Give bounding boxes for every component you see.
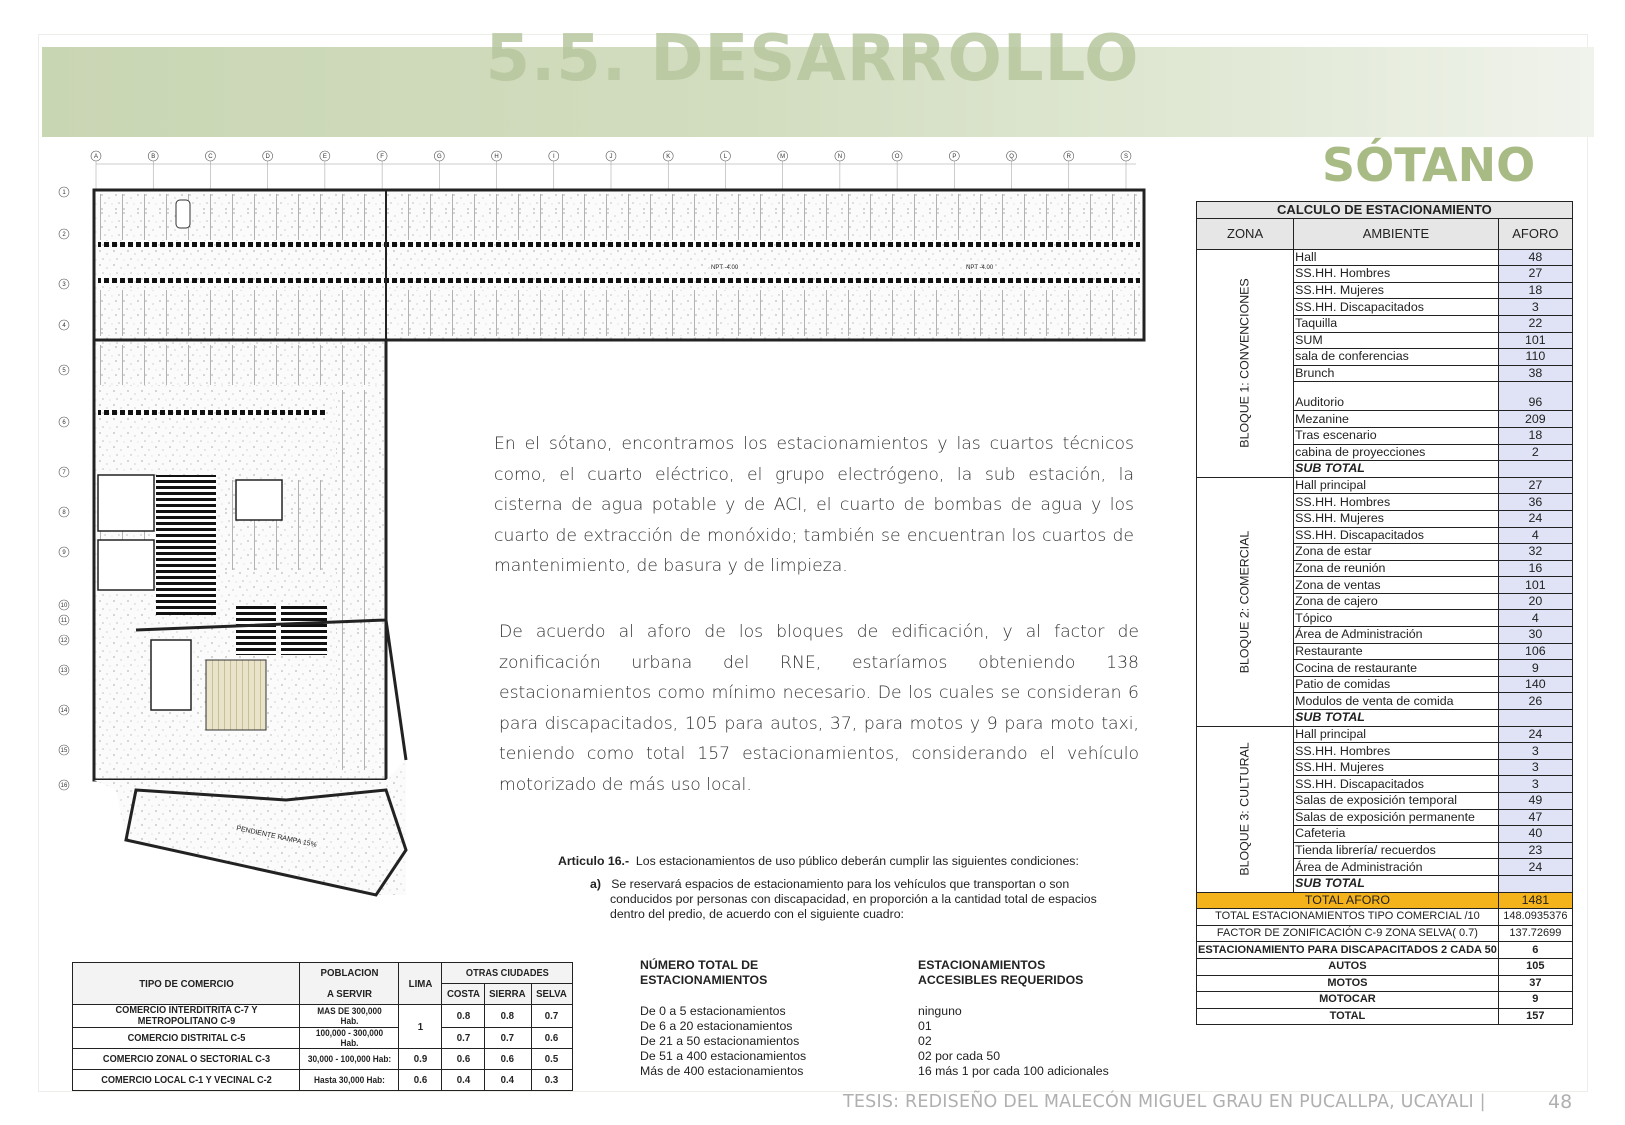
- grid-label-left: 11: [60, 618, 68, 624]
- summary-value: 137.72699: [1498, 925, 1572, 942]
- lima-factor: 0.6: [400, 1070, 440, 1091]
- grid-label-left: 9: [62, 550, 66, 556]
- calc-summary-row: [1197, 992, 1573, 1009]
- aforo-cell: 40: [1498, 826, 1572, 843]
- aforo-cell: 96: [1498, 382, 1572, 411]
- summary-label: MOTOCAR: [1197, 992, 1499, 1009]
- thesis-footer: TESIS: REDISEÑO DEL MALECÓN MIGUEL GRAU EN PUCALLPA, UCAYALI |: [843, 1092, 1486, 1112]
- aforo-cell: [1498, 710, 1572, 727]
- costa-factor: 0.7: [443, 1028, 483, 1049]
- population: 30,000 - 100,000 Hab:: [303, 1049, 394, 1070]
- aforo-cell: 36: [1498, 494, 1572, 511]
- calc-row: [1197, 249, 1573, 266]
- grid-label-top: G: [436, 154, 442, 160]
- aforo-cell: 18: [1498, 282, 1572, 299]
- aforo-cell: 9: [1498, 660, 1572, 677]
- ambiente-cell: Cafeteria: [1294, 826, 1499, 843]
- tipo-header: TIPO DE COMERCIO: [82, 963, 291, 1005]
- ambiente-cell: Restaurante: [1294, 643, 1499, 660]
- summary-label: FACTOR DE ZONIFICACIÓN C-9 ZONA SELVA( 0.7): [1197, 925, 1499, 942]
- aforo-cell: 110: [1498, 349, 1572, 366]
- grid-label-left: 6: [62, 420, 66, 426]
- ambiente-cell: Salas de exposición permanente: [1294, 809, 1499, 826]
- ambiente-cell: Taquilla: [1294, 315, 1499, 332]
- aforo-cell: 101: [1498, 577, 1572, 594]
- zone-cell: [1197, 249, 1294, 477]
- aforo-cell: 48: [1498, 249, 1572, 266]
- grid-label-top: N: [837, 154, 843, 160]
- ambiente-cell: Cocina de restaurante: [1294, 660, 1499, 677]
- requirement-range: Más de 400 estacionamientos: [640, 1064, 804, 1078]
- grid-label-top: E: [322, 154, 327, 160]
- selva-factor: 0.6: [533, 1028, 571, 1049]
- grid-label-top: J: [609, 154, 613, 160]
- ramp-stairs: [156, 475, 216, 615]
- grid-label-top: M: [780, 154, 786, 160]
- grid-label-top: I: [552, 154, 555, 160]
- population: MAS DE 300,000 Hab.: [303, 1005, 394, 1028]
- otras-ciudades-header: OTRAS CIUDADES: [447, 963, 567, 984]
- grid-label-left: 1: [62, 190, 66, 196]
- aforo-cell: 106: [1498, 643, 1572, 660]
- ambiente-header: AMBIENTE: [1294, 218, 1499, 249]
- calc-title: CALCULO DE ESTACIONAMIENTO: [1197, 202, 1573, 219]
- aforo-cell: 47: [1498, 809, 1572, 826]
- ambiente-cell: SS.HH. Discapacitados: [1294, 299, 1499, 316]
- calc-row: [1197, 477, 1573, 494]
- ambiente-cell: Tras escenario: [1294, 427, 1499, 444]
- ambiente-cell: Salas de exposición temporal: [1294, 793, 1499, 810]
- requirement-range: De 21 a 50 estacionamientos: [640, 1034, 800, 1048]
- grid-label-left: 10: [60, 603, 68, 609]
- aforo-cell: 20: [1498, 593, 1572, 610]
- requirement-value: 02: [918, 1034, 932, 1048]
- grid-label-top: B: [151, 154, 156, 160]
- calc-row: [1197, 726, 1573, 743]
- aforo-cell: 209: [1498, 411, 1572, 428]
- aforo-cell: 16: [1498, 560, 1572, 577]
- grid-label-top: D: [265, 154, 270, 160]
- requirement-range: De 6 a 20 estacionamientos: [640, 1019, 793, 1033]
- grid-label-left: 12: [60, 638, 68, 644]
- calc-summary-row: [1197, 909, 1573, 926]
- grid-label-left: 2: [62, 232, 66, 238]
- grid-label-left: 4: [62, 323, 66, 329]
- aforo-cell: 22: [1498, 315, 1572, 332]
- ambiente-cell: Auditorio: [1294, 382, 1499, 411]
- calc-summary-row: [1197, 958, 1573, 975]
- grid-label-left: 16: [60, 783, 68, 789]
- page-number: 48: [1548, 1091, 1573, 1113]
- grid-label-top: S: [1123, 154, 1129, 160]
- aforo-cell: 101: [1498, 332, 1572, 349]
- ambiente-cell: SS.HH. Hombres: [1294, 743, 1499, 760]
- sierra-header: SIERRA: [486, 984, 529, 1005]
- grid-axis-left: [59, 187, 69, 790]
- aforo-cell: 49: [1498, 793, 1572, 810]
- aforo-cell: 27: [1498, 477, 1572, 494]
- summary-value: 9: [1498, 992, 1572, 1009]
- aforo-cell: 3: [1498, 776, 1572, 793]
- total-aforo-label: TOTAL AFORO: [1197, 892, 1499, 909]
- costa-header: COSTA: [443, 984, 483, 1005]
- requirement-value: 16 más 1 por cada 100 adicionales: [918, 1064, 1109, 1078]
- commerce-type-row: [73, 1070, 573, 1091]
- summary-value: 37: [1498, 975, 1572, 992]
- aforo-cell: 38: [1498, 365, 1572, 382]
- commerce-type-row: [73, 1049, 573, 1070]
- summary-label: TOTAL ESTACIONAMIENTOS TIPO COMERCIAL /10: [1197, 909, 1499, 926]
- grid-label-top: R: [1066, 154, 1071, 160]
- ambiente-cell: Tienda librería/ recuerdos: [1294, 842, 1499, 859]
- zone-cell: [1197, 477, 1294, 726]
- subtotal-label: SUB TOTAL: [1294, 875, 1499, 892]
- grid-label-top: O: [894, 154, 900, 160]
- grid-label-left: 3: [62, 282, 66, 288]
- calc-summary-row: [1197, 975, 1573, 992]
- ambiente-cell: Hall: [1294, 249, 1499, 266]
- lima-header: LIMA: [400, 963, 440, 1005]
- costa-factor: 0.4: [443, 1070, 483, 1091]
- calc-summary-row: [1197, 942, 1573, 959]
- aforo-cell: 3: [1498, 299, 1572, 316]
- parking-calculation-table: [1196, 201, 1573, 1025]
- sierra-factor: 0.7: [486, 1028, 529, 1049]
- total-aforo-value: 1481: [1498, 892, 1572, 909]
- grid-label-top: A: [93, 154, 99, 160]
- aforo-cell: 3: [1498, 743, 1572, 760]
- ambiente-cell: Zona de cajero: [1294, 593, 1499, 610]
- ambiente-cell: Zona de estar: [1294, 544, 1499, 561]
- zone-label: BLOQUE 2: COMERCIAL: [1237, 530, 1252, 673]
- aforo-cell: 24: [1498, 726, 1572, 743]
- population: Hasta 30,000 Hab:: [303, 1070, 394, 1091]
- ambiente-cell: Hall principal: [1294, 726, 1499, 743]
- ambiente-cell: Zona de reunión: [1294, 560, 1499, 577]
- ambiente-cell: SS.HH. Mujeres: [1294, 759, 1499, 776]
- page-title: 5.5. DESARROLLO: [485, 22, 1140, 96]
- grid-label-top: L: [723, 154, 728, 160]
- ambiente-cell: Zona de ventas: [1294, 577, 1499, 594]
- sierra-factor: 0.6: [486, 1049, 529, 1070]
- ambiente-cell: Modulos de venta de comida: [1294, 693, 1499, 710]
- aforo-cell: 4: [1498, 610, 1572, 627]
- ambiente-cell: SUM: [1294, 332, 1499, 349]
- summary-label: MOTOS: [1197, 975, 1499, 992]
- grid-label-left: 5: [62, 368, 66, 374]
- requirement-range: De 51 a 400 estacionamientos: [640, 1049, 807, 1063]
- grid-axis-top: [91, 151, 1136, 190]
- grid-label-top: Q: [1009, 154, 1014, 160]
- ambiente-cell: sala de conferencias: [1294, 349, 1499, 366]
- summary-value: 148.0935376: [1498, 909, 1572, 926]
- aforo-cell: 24: [1498, 859, 1572, 876]
- ambiente-cell: Tópico: [1294, 610, 1499, 627]
- poblacion-header-2: A SERVIR: [303, 984, 394, 1005]
- commerce-type: COMERCIO ZONAL O SECTORIAL C-3: [82, 1049, 291, 1070]
- grid-label-top: H: [494, 154, 499, 160]
- ambiente-cell: Brunch: [1294, 365, 1499, 382]
- costa-factor: 0.6: [443, 1049, 483, 1070]
- aforo-cell: 32: [1498, 544, 1572, 561]
- ambiente-cell: SS.HH. Hombres: [1294, 494, 1499, 511]
- aforo-header: AFORO: [1498, 218, 1572, 249]
- ambiente-cell: SS.HH. Discapacitados: [1294, 527, 1499, 544]
- commerce-type: COMERCIO DISTRITAL C-5: [82, 1028, 291, 1049]
- poblacion-header-1: POBLACION: [303, 963, 394, 984]
- requirement-value: 02 por cada 50: [918, 1049, 1001, 1063]
- calc-summary-row: [1197, 925, 1573, 942]
- selva-factor: 0.5: [533, 1049, 571, 1070]
- summary-label: TOTAL: [1197, 1008, 1499, 1025]
- description-paragraph-2: De acuerdo al aforo de los bloques de edificación, y al factor de zonificación urbana del RNE, estaríamos obteniendo 138 estacionamientos como mínimo necesario. De los cuales se consideran 6 para discapacitados, 105 para autos, 37, para motos y 9 para moto taxi, teniendo como total 157 estacionamientos, considerando el vehículo motorizado de más uso local.: [499, 622, 1139, 795]
- article-title: Articulo 16.-: [558, 854, 630, 868]
- section-subtitle: SÓTANO: [1322, 138, 1536, 192]
- requirement-value: 01: [918, 1019, 932, 1033]
- aforo-cell: 24: [1498, 510, 1572, 527]
- grid-label-left: 13: [60, 668, 68, 674]
- summary-label: ESTACIONAMIENTO PARA DISCAPACITADOS 2 CADA 50: [1197, 942, 1499, 959]
- grid-label-top: P: [952, 154, 957, 160]
- aforo-cell: 27: [1498, 266, 1572, 283]
- ambiente-cell: Hall principal: [1294, 477, 1499, 494]
- requirements-col1-header: NÚMERO TOTAL DE ESTACIONAMIENTOS: [640, 958, 768, 987]
- ambiente-cell: SS.HH. Hombres: [1294, 266, 1499, 283]
- aforo-cell: 3: [1498, 759, 1572, 776]
- grid-label-top: F: [380, 154, 384, 160]
- ambiente-cell: cabina de proyecciones: [1294, 444, 1499, 461]
- ambiente-cell: SS.HH. Mujeres: [1294, 510, 1499, 527]
- article-16: [558, 854, 1128, 922]
- ambiente-cell: SS.HH. Mujeres: [1294, 282, 1499, 299]
- zone-label: BLOQUE 1: CONVENCIONES: [1237, 278, 1252, 448]
- summary-label: AUTOS: [1197, 958, 1499, 975]
- aforo-cell: [1498, 875, 1572, 892]
- ambiente-cell: SS.HH. Discapacitados: [1294, 776, 1499, 793]
- aforo-cell: 4: [1498, 527, 1572, 544]
- grid-label-left: 8: [62, 510, 66, 516]
- requirements-col2-header: ESTACIONAMIENTOS ACCESIBLES REQUERIDOS: [918, 958, 1084, 987]
- aforo-cell: [1498, 461, 1572, 478]
- grid-label-left: 15: [60, 748, 68, 754]
- grid-label-top: K: [666, 154, 671, 160]
- commerce-type-table: [72, 962, 573, 1091]
- commerce-type-row: [73, 1028, 573, 1049]
- level-label-1: NPT -4.00: [711, 265, 739, 271]
- subtotal-label: SUB TOTAL: [1294, 461, 1499, 478]
- article-item-text: Se reservará espacios de estacionamiento para los vehículos que transportan o son conducidos por personas con discapacidad, en proporción a la cantidad total de espacios dentro del predio, de acuerdo con el siguiente cuadro:: [610, 877, 1097, 921]
- selva-factor: 0.3: [533, 1070, 571, 1091]
- requirement-range: De 0 a 5 estacionamientos: [640, 1004, 786, 1018]
- requirement-value: ninguno: [918, 1004, 962, 1018]
- commerce-type: COMERCIO INTERDITRITA C-7 Y METROPOLITANO C-9: [82, 1005, 291, 1028]
- ambiente-cell: Área de Administración: [1294, 859, 1499, 876]
- description-paragraph-1: En el sótano, encontramos los estacionamientos y las cuartos técnicos como, el cuarto eléctrico, el grupo electrógeno, la sub estación, la cisterna de agua potable y de ACI, el cuarto de bombas de agua y los cuarto de extracción de monóxido; también se encuentran los cuartos de mantenimiento, de basura y de limpieza.: [494, 434, 1134, 576]
- article-item-label: a): [590, 877, 601, 891]
- ambiente-cell: Patio de comidas: [1294, 676, 1499, 693]
- lima-factor: 1: [400, 1005, 440, 1049]
- selva-header: SELVA: [533, 984, 571, 1005]
- grid-label-top: C: [208, 154, 213, 160]
- subtotal-label: SUB TOTAL: [1294, 710, 1499, 727]
- zone-label: BLOQUE 3: CULTURAL: [1237, 742, 1252, 876]
- commerce-type-row: [73, 1005, 573, 1028]
- grid-label-left: 14: [60, 708, 68, 714]
- summary-value: 6: [1498, 942, 1572, 959]
- costa-factor: 0.8: [443, 1005, 483, 1028]
- zona-header: ZONA: [1197, 218, 1294, 249]
- summary-value: 157: [1498, 1008, 1572, 1025]
- angled-access-block: [126, 790, 406, 895]
- article-intro: Los estacionamientos de uso público deberán cumplir las siguientes condiciones:: [635, 854, 1079, 868]
- lima-factor: 0.9: [400, 1049, 440, 1070]
- sierra-factor: 0.8: [486, 1005, 529, 1028]
- level-label-2: NPT -4.00: [966, 265, 994, 271]
- selva-factor: 0.7: [533, 1005, 571, 1028]
- aforo-cell: 23: [1498, 842, 1572, 859]
- aforo-cell: 140: [1498, 676, 1572, 693]
- ambiente-cell: Área de Administración: [1294, 627, 1499, 644]
- aforo-cell: 26: [1498, 693, 1572, 710]
- commerce-type: COMERCIO LOCAL C-1 Y VECINAL C-2: [82, 1070, 291, 1091]
- aforo-cell: 30: [1498, 627, 1572, 644]
- aforo-cell: 2: [1498, 444, 1572, 461]
- grid-label-left: 7: [62, 470, 66, 476]
- ramp-label: PENDIENTE RAMPA 15%: [235, 825, 318, 849]
- zone-cell: [1197, 726, 1294, 892]
- sierra-factor: 0.4: [486, 1070, 529, 1091]
- ambiente-cell: Mezanine: [1294, 411, 1499, 428]
- calc-summary-row: [1197, 1008, 1573, 1025]
- summary-value: 105: [1498, 958, 1572, 975]
- population: 100,000 - 300,000 Hab.: [303, 1028, 394, 1049]
- aforo-cell: 18: [1498, 427, 1572, 444]
